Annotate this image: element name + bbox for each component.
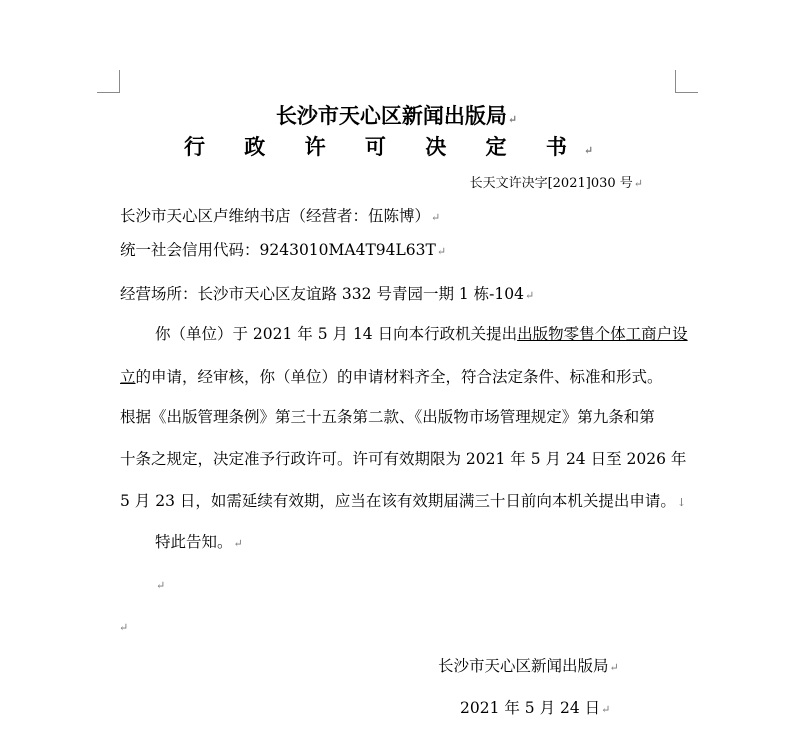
paragraph-mark-icon: ↵ <box>609 661 619 674</box>
paragraph-mark-icon: ↵ <box>233 537 243 550</box>
credit-code: 统一社会信用代码：9243010MA4T94L63T↵ <box>120 241 447 259</box>
document-number: 长天文许决字[2021]030 号↵ <box>469 176 643 191</box>
notice-text: 特此告知。↵ <box>155 533 243 551</box>
signature-date: 2021 年 5 月 24 日↵ <box>460 699 611 717</box>
paragraph-mark-icon: ↵ <box>633 177 643 190</box>
page-corner-top-left <box>97 70 120 93</box>
paragraph-mark-icon: ↵ <box>431 211 441 224</box>
body-line-5: 5 月 23 日，如需延续有效期，应当在该有效期届满三十日前向本机关提出申请。↓ <box>120 492 687 510</box>
paragraph-mark-icon: ↵ <box>119 621 129 634</box>
body-line-2: 立的申请，经审核，你（单位）的申请材料齐全，符合法定条件、标准和形式。 <box>120 368 663 386</box>
business-address: 经营场所：长沙市天心区友谊路 332 号青园一期 1 栋-104↵ <box>120 285 535 303</box>
paragraph-mark-icon: ↵ <box>507 113 518 126</box>
signature-agency: 长沙市天心区新闻出版局↵ <box>438 657 619 675</box>
paragraph-mark-icon: ↵ <box>156 579 166 592</box>
document-title: 行 政 许 可 决 定 书↵ <box>183 134 610 159</box>
paragraph-mark-icon: ↵ <box>601 703 611 716</box>
body-line-4: 十条之规定，决定准予行政许可。许可有效期限为 2021 年 5 月 24 日至 2026 年 <box>120 450 687 468</box>
paragraph-mark-icon: ↵ <box>436 245 447 258</box>
body-line-3: 根据《出版管理条例》第三十五条第二款、《出版物市场管理规定》第九条和第 <box>120 408 655 426</box>
recipient-name: 长沙市天心区卢维纳书店（经营者：伍陈博）↵ <box>120 207 441 225</box>
empty-paragraph <box>155 574 165 593</box>
paragraph-mark-icon: ↵ <box>524 289 535 302</box>
empty-paragraph <box>118 616 128 635</box>
paragraph-mark-icon: ↵ <box>583 144 610 157</box>
body-line-1: 你（单位）于 2021 年 5 月 14 日向本行政机关提出出版物零售个体工商户设 <box>155 325 688 343</box>
page-corner-top-right <box>675 70 698 93</box>
agency-title: 长沙市天心区新闻出版局↵ <box>275 103 518 128</box>
line-break-mark-icon: ↓ <box>676 496 687 509</box>
